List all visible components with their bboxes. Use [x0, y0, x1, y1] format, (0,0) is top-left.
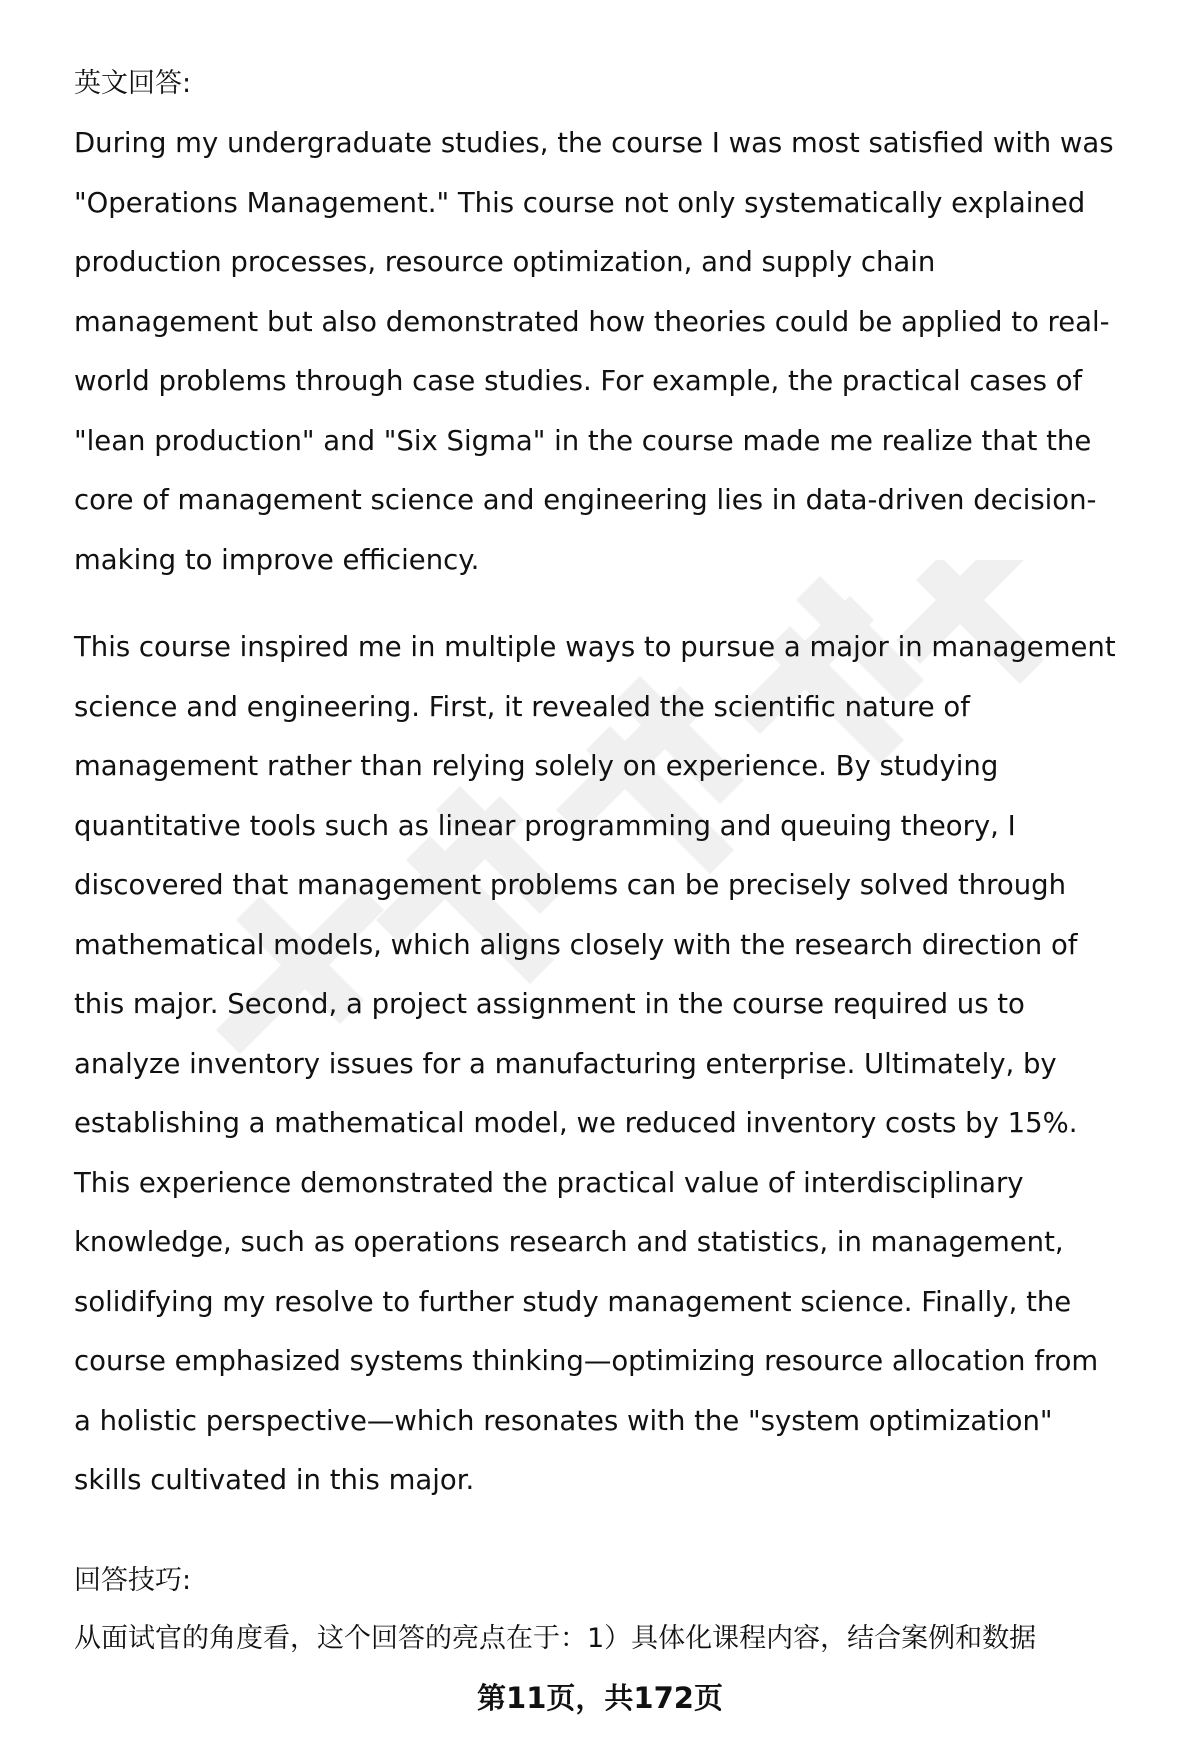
paragraph-line: world problems through case studies. For example, the practical cases of [74, 365, 1083, 397]
paragraph-line: making to improve efficiency. [74, 543, 480, 576]
paragraph-line: quantitative tools such as linear programming and queuing theory, I [74, 809, 1016, 842]
paragraph-line: knowledge, such as operations research and statistics, in management, [74, 1226, 1064, 1258]
paragraph-line: solidifying my resolve to further study management science. Finally, the [74, 1285, 1072, 1318]
paragraph-line: "Operations Management." This course not only systematically explained [74, 186, 1086, 219]
answer-paragraph-2 [74, 618, 1146, 1511]
paragraph-line: analyze inventory issues for a manufacturing enterprise. Ultimately, by [74, 1047, 1057, 1080]
paragraph-line: science and engineering. First, it revealed the scientific nature of [74, 690, 970, 723]
paragraph-line: This experience demonstrated the practical value of interdisciplinary [74, 1166, 1024, 1199]
paragraph-line: discovered that management problems can be precisely solved through [74, 869, 1067, 901]
paragraph-line: production processes, resource optimization, and supply chain [74, 246, 936, 278]
paragraph-line: a holistic perspective—which resonates with the "system optimization" [74, 1404, 1053, 1437]
paragraph-line: establishing a mathematical model, we reduced inventory costs by 15%. [74, 1107, 1078, 1139]
paragraph-line: core of management science and engineering lies in data-driven decision- [74, 484, 1097, 516]
paragraph-line: course emphasized systems thinking—optimizing resource allocation from [74, 1345, 1099, 1377]
tips-label: 回答技巧: [74, 1564, 192, 1596]
paragraph-line: This course inspired me in multiple ways to pursue a major in management [74, 631, 1116, 663]
paragraph-line: this major. Second, a project assignment in the course required us to [74, 988, 1025, 1020]
page-footer: 第11页，共172页 [477, 1681, 723, 1715]
paragraph-line: skills cultivated in this major. [74, 1464, 475, 1496]
paragraph-line: During my undergraduate studies, the course I was most satisfied with was [74, 127, 1114, 159]
paragraph-line: management rather than relying solely on experience. By studying [74, 750, 999, 782]
paragraph-line: management but also demonstrated how theories could be applied to real- [74, 305, 1110, 338]
paragraph-line: mathematical models, which aligns closely with the research direction of [74, 928, 1078, 961]
tips-section [74, 1561, 1146, 1659]
document-content [74, 64, 1146, 1659]
tips-text: 从面试官的角度看，这个回答的亮点在于：1）具体化课程内容，结合案例和数据 [74, 1622, 1037, 1654]
section-label: 英文回答: [74, 68, 192, 99]
answer-paragraph-1 [74, 114, 1146, 590]
paragraph-line: "lean production" and "Six Sigma" in the course made me realize that the [74, 424, 1092, 457]
